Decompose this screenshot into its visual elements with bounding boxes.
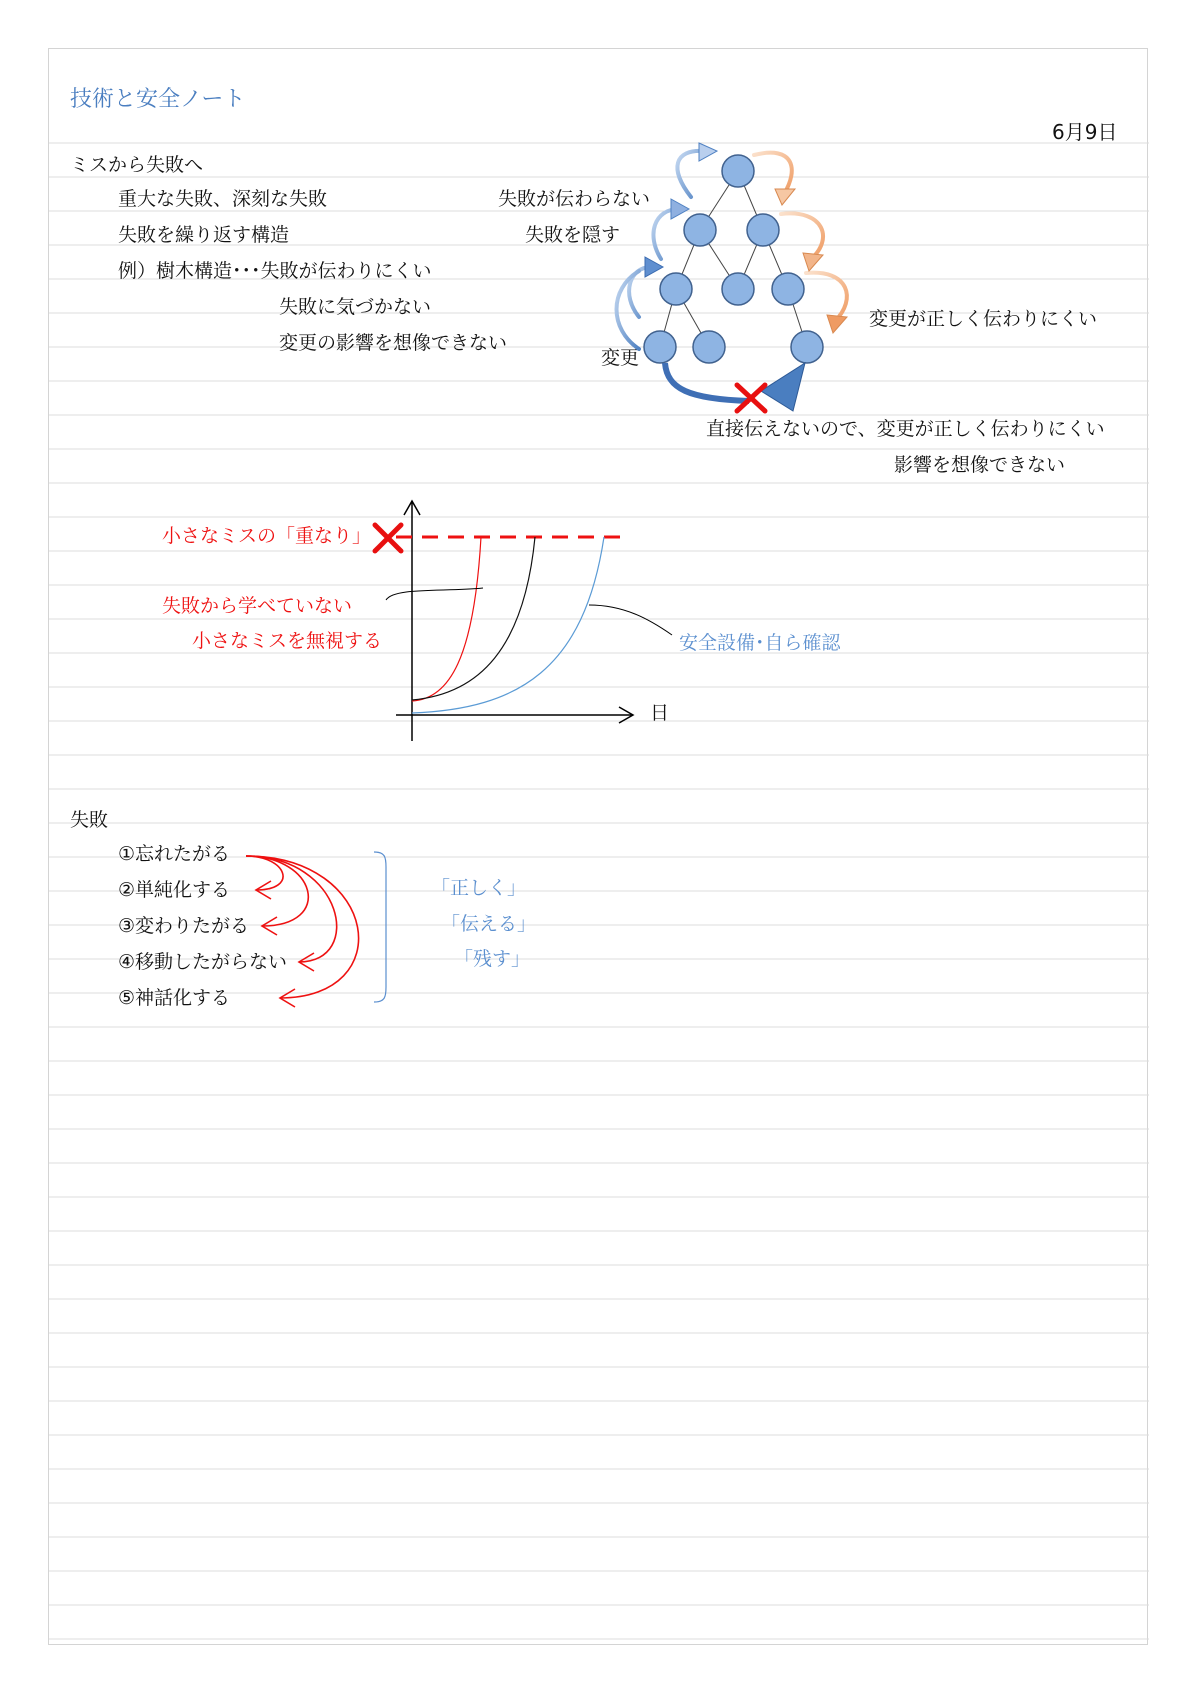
label-no-learning: 失敗から学べていない: [162, 595, 353, 617]
tree-caption-1: 直接伝えないので、変更が正しく伝わりにくい: [706, 418, 1105, 440]
failure-arrows: [49, 49, 1149, 1646]
bracket-label: 「残す」: [454, 948, 531, 970]
tree-caption-2: 影響を想像できない: [894, 454, 1066, 476]
list-item: ①忘れたがる: [118, 843, 231, 865]
section1-heading: ミスから失敗へ: [70, 154, 204, 176]
curved-arrow: [246, 856, 308, 926]
label-ignore: 小さなミスを無視する: [192, 630, 383, 652]
label-hide: 失敗を隠す: [525, 224, 621, 246]
list-item: ④移動したがらない: [118, 951, 288, 973]
curved-arrow: [246, 856, 337, 962]
page-title: 技術と安全ノート: [70, 87, 246, 112]
notebook-page: [48, 48, 1148, 1645]
label-not-transmitted: 失敗が伝わらない: [498, 188, 651, 210]
list-item: 失敗を繰り返す構造: [118, 224, 290, 246]
list-item: ⑤神話化する: [118, 987, 231, 1009]
list-subitem: 変更の影響を想像できない: [279, 332, 508, 354]
list-subitem: 失敗に気づかない: [279, 296, 432, 318]
bracket-label: 「伝える」: [441, 913, 537, 935]
label-overlap: 小さなミスの「重なり」: [162, 525, 372, 547]
bracket-label: 「正しく」: [431, 877, 527, 899]
page-date: 6月9日: [1052, 120, 1118, 144]
x-axis-label: 日: [650, 702, 670, 724]
label-change-hard: 変更が正しく伝わりにくい: [869, 308, 1098, 330]
bracket: [374, 852, 386, 1002]
list-item: 例）樹木構造･･･失敗が伝わりにくい: [118, 260, 432, 282]
section2-heading: 失敗: [70, 809, 109, 831]
list-item: ②単純化する: [118, 879, 231, 901]
list-item: ③変わりたがる: [118, 915, 250, 937]
list-item: 重大な失敗、深刻な失敗: [118, 188, 328, 210]
label-change: 変更: [601, 347, 640, 369]
label-safety: 安全設備･自ら確認: [679, 632, 841, 654]
